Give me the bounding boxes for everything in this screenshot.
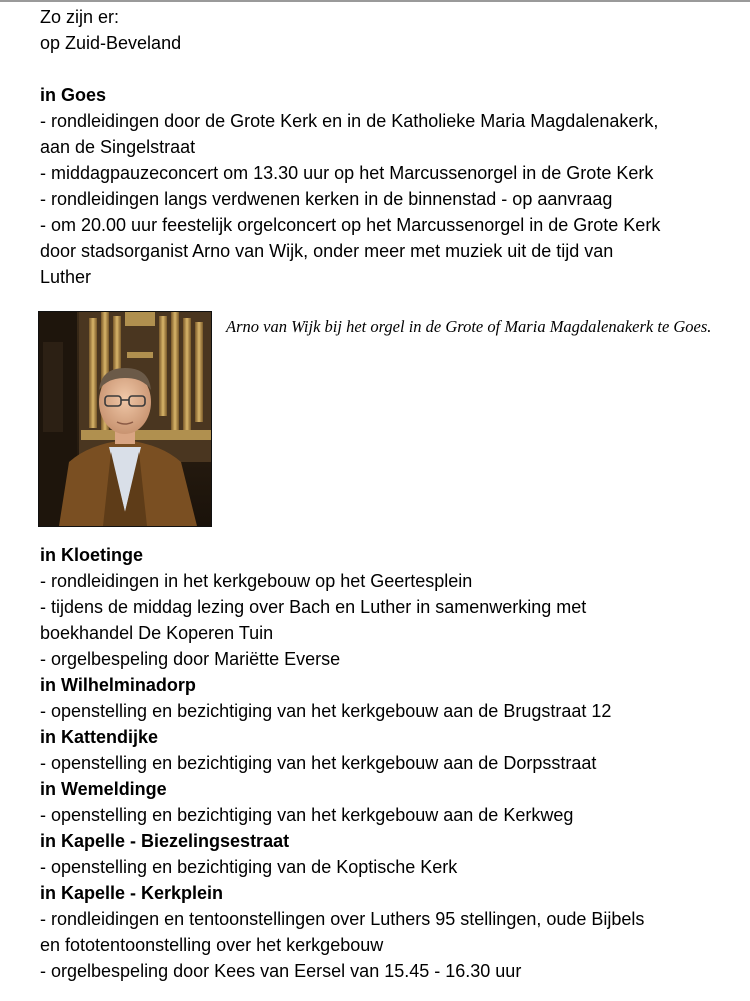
kapelle-kerkplein-line: - rondleidingen en tentoonstellingen over Luthers 95 stellingen, oude Bijbels — [40, 909, 645, 929]
section-heading-kloetinge: in Kloetinge — [40, 545, 143, 565]
goes-line: - rondleidingen door de Grote Kerk en in de Katholieke Maria Magdalenakerk, — [40, 111, 659, 131]
kattendijke-line: - openstelling en bezichtiging van het kerkgebouw aan de Dorpsstraat — [40, 753, 597, 773]
goes-line: door stadsorganist Arno van Wijk, onder meer met muziek uit de tijd van — [40, 241, 614, 261]
section-heading-kattendijke: in Kattendijke — [40, 727, 159, 747]
goes-line: - rondleidingen langs verdwenen kerken in de binnenstad - op aanvraag — [40, 189, 613, 209]
photo-caption: Arno van Wijk bij het orgel in de Grote of Maria Magdalenakerk te Goes. — [226, 317, 712, 336]
top-border — [0, 0, 750, 2]
goes-line: Luther — [40, 267, 92, 287]
intro-region: op Zuid-Beveland — [40, 33, 182, 53]
intro-line: Zo zijn er: — [40, 7, 120, 27]
wilhelminadorp-line: - openstelling en bezichtiging van het kerkgebouw aan de Brugstraat 12 — [40, 701, 612, 721]
section-heading-wilhelminadorp: in Wilhelminadorp — [40, 675, 196, 695]
goes-line: - middagpauzeconcert om 13.30 uur op het Marcussenorgel in de Grote Kerk — [40, 163, 654, 183]
kapelle-kerkplein-line: - orgelbespeling door Kees van Eersel van 15.45 - 16.30 uur — [40, 961, 522, 981]
kapelle-biezelingsestraat-line: - openstelling en bezichtiging van de Koptische Kerk — [40, 857, 458, 877]
section-heading-goes: in Goes — [40, 85, 107, 105]
kloetinge-line: boekhandel De Koperen Tuin — [40, 623, 274, 643]
kloetinge-line: - rondleidingen in het kerkgebouw op het Geertesplein — [40, 571, 473, 591]
goes-line: - om 20.00 uur feestelijk orgelconcert op het Marcussenorgel in de Grote Kerk — [40, 215, 661, 235]
kloetinge-line: - tijdens de middag lezing over Bach en Luther in samenwerking met — [40, 597, 587, 617]
kapelle-kerkplein-line: en fototentoonstelling over het kerkgebouw — [40, 935, 384, 955]
section-heading-kapelle-biezelingsestraat: in Kapelle - Biezelingsestraat — [40, 831, 290, 851]
organist-photo — [38, 311, 212, 527]
kloetinge-line: - orgelbespeling door Mariëtte Everse — [40, 649, 341, 669]
section-heading-wemeldinge: in Wemeldinge — [40, 779, 167, 799]
section-heading-kapelle-kerkplein: in Kapelle - Kerkplein — [40, 883, 224, 903]
goes-line: aan de Singelstraat — [40, 137, 196, 157]
wemeldinge-line: - openstelling en bezichtiging van het kerkgebouw aan de Kerkweg — [40, 805, 574, 825]
